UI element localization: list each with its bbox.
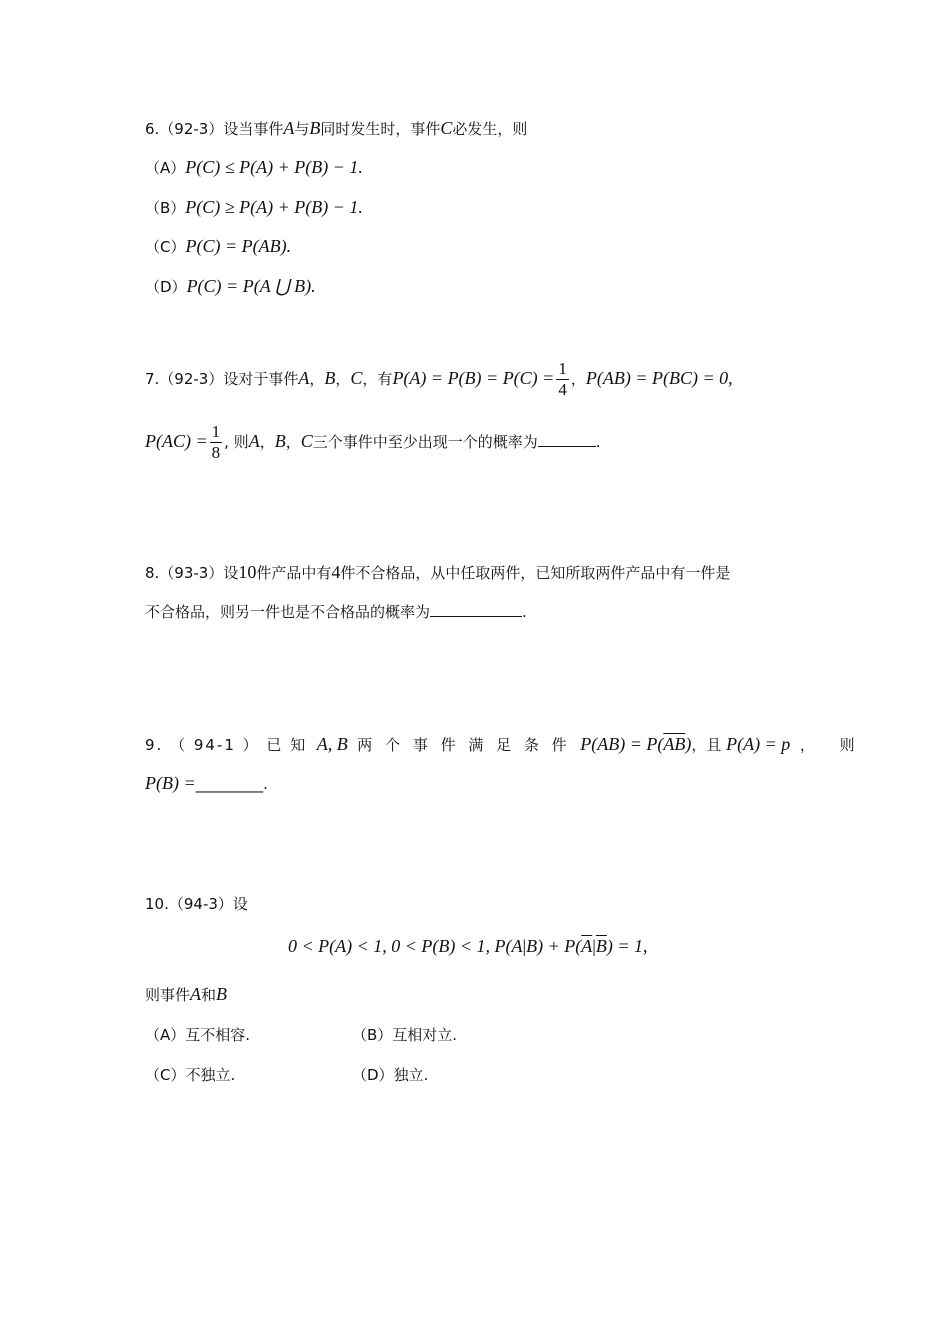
q8-line2 — [145, 602, 527, 622]
q6-option-b — [145, 197, 363, 218]
q10-option-c — [145, 1065, 235, 1085]
q6-event-a: A — [283, 118, 295, 138]
separator: ， — [309, 370, 325, 388]
q9-answer-lhs: P(B) = — [145, 773, 196, 793]
separator: ， — [259, 433, 275, 451]
q9-mid: 两 个 事 件 满 足 条 件 — [357, 736, 571, 754]
q10-formula — [288, 936, 648, 957]
q7-event-b: B — [324, 368, 336, 388]
q10-conj: 和 — [201, 986, 217, 1004]
q10-formula-c: ) = 1 — [606, 936, 644, 956]
separator: ， — [362, 370, 378, 388]
answer-blank[interactable]: _________ — [195, 775, 264, 793]
q7-prefix: 7.（92-3）设对于事件 — [145, 370, 299, 388]
q7-line2 — [145, 420, 601, 463]
q6-mid: 同时发生时，事件 — [320, 120, 441, 138]
separator: ， — [570, 370, 586, 388]
q7-fraction-1 — [556, 359, 569, 400]
option-math: P(C) = P(A ⋃ B). — [186, 276, 316, 296]
period: . — [522, 603, 527, 621]
q10-stem — [145, 894, 248, 914]
separator: ， — [285, 433, 301, 451]
answer-blank[interactable] — [430, 602, 522, 617]
option-math: P(C) ≤ P(A) + P(B) − 1. — [185, 157, 363, 177]
q7-then: , 则 — [224, 433, 249, 451]
q8-stem — [145, 562, 730, 583]
q7-event-c: C — [300, 431, 313, 451]
option-label: （A） — [145, 1026, 186, 1044]
q10-formula-end: , — [643, 936, 648, 956]
q6-event-c: C — [440, 118, 453, 138]
option-label: （C） — [145, 1066, 186, 1084]
period: . — [595, 433, 601, 451]
option-text: 互相对立. — [392, 1026, 458, 1044]
option-label: （A） — [145, 159, 186, 177]
q10-formula-a: 0 < P(A) < 1, 0 < P(B) < 1, P(A — [288, 936, 523, 956]
separator: ， — [335, 370, 351, 388]
q9-cond-c: ) — [685, 734, 692, 754]
option-text: 互不相容. — [185, 1026, 251, 1044]
q7-event-a: A — [298, 368, 310, 388]
q7-eq2: P(AB) = P(BC) = 0, — [585, 368, 733, 388]
q8-number-10: 10 — [238, 562, 257, 582]
answer-blank[interactable] — [538, 432, 596, 447]
fraction-numerator: 1 — [558, 359, 567, 378]
q9-prefix: 9. （ 94-1 ） 已 知 — [145, 736, 308, 754]
q6-option-d — [145, 276, 316, 297]
q10-formula-b: B) + P( — [526, 936, 582, 956]
q8-prefix: 8.（93-3）设 — [145, 564, 239, 582]
q7-event-c: C — [350, 368, 363, 388]
given-bar: | — [522, 936, 527, 956]
q9-stem — [145, 734, 865, 755]
q10-event-a: A — [190, 984, 202, 1004]
q10-option-d — [352, 1065, 428, 1085]
option-math: P(C) ≥ P(A) + P(B) − 1. — [185, 197, 363, 217]
q8-text-2: 件不合格品，从中任取两件，已知所取两件产品中有一件是 — [340, 564, 731, 582]
option-text: 独立. — [393, 1066, 429, 1084]
fraction-denominator: 8 — [211, 443, 221, 462]
q8-line2-text: 不合格品，则另一件也是不合格品的概率为 — [145, 603, 431, 621]
q10-bar-a: $\overline{A}$ — [581, 936, 593, 956]
q7-event-a: A — [248, 431, 260, 451]
option-text: 不独立. — [185, 1066, 236, 1084]
q7-event-b: B — [274, 431, 286, 451]
q6-prefix: 6.（92-3）设当事件 — [145, 120, 284, 138]
q6-stem — [145, 118, 527, 139]
q7-have: 有 — [377, 370, 393, 388]
q6-event-b: B — [309, 118, 321, 138]
q9-cond-a: P(AB) = P( — [580, 734, 664, 754]
q10-event-b: B — [216, 984, 228, 1004]
option-label: （D） — [352, 1066, 394, 1084]
fraction-denominator: 4 — [558, 380, 567, 399]
q6-option-a — [145, 157, 363, 178]
q9-and: ，且 — [691, 736, 722, 754]
q7-eq3: P(AC) = — [145, 431, 208, 451]
given-bar: | — [592, 936, 596, 956]
q10-option-b — [352, 1025, 457, 1045]
q7-stem — [145, 357, 733, 400]
option-math: P(C) = P(AB). — [185, 236, 292, 256]
q10-prefix: 10.（94-3）设 — [145, 895, 248, 913]
period: . — [263, 775, 268, 793]
q9-line2 — [145, 773, 268, 794]
q7-fraction-2 — [210, 422, 223, 463]
q6-option-c — [145, 236, 291, 257]
q6-suffix: 必发生，则 — [452, 120, 528, 138]
q9-cond-bar: $\overline{AB}$ — [663, 734, 686, 754]
q9-vars: A, B — [316, 734, 348, 754]
q8-text-1: 件产品中有 — [256, 564, 332, 582]
option-label: （D） — [145, 278, 187, 296]
q9-given: P(A) = p — [726, 734, 791, 754]
q7-eq1: P(A) = P(B) = P(C) = — [392, 368, 555, 388]
q10-bar-b: $\overline{B}$ — [595, 936, 607, 956]
option-label: （B） — [352, 1026, 393, 1044]
q10-line2-pre: 则事件 — [145, 986, 191, 1004]
option-label: （C） — [145, 238, 186, 256]
option-label: （B） — [145, 199, 186, 217]
q10-option-a — [145, 1025, 250, 1045]
fraction-numerator: 1 — [211, 422, 221, 441]
q6-conj: 与 — [294, 120, 310, 138]
q7-tail: 三个事件中至少出现一个的概率为 — [312, 433, 538, 451]
q10-line2 — [145, 984, 227, 1005]
q8-number-4: 4 — [331, 562, 341, 582]
q9-then: ， 则 — [799, 736, 865, 754]
